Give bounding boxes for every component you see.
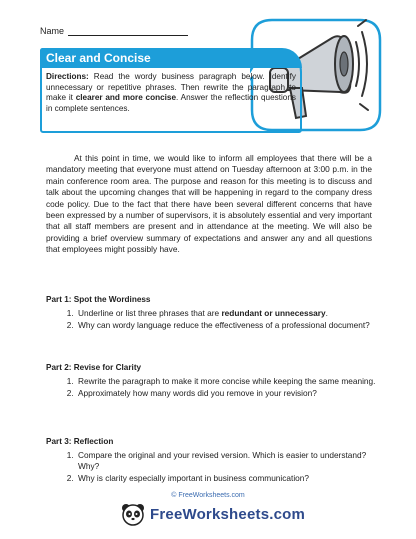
name-label: Name <box>40 26 65 36</box>
name-blank-line <box>68 26 188 36</box>
footer-copyright[interactable]: © FreeWorksheets.com <box>171 492 245 499</box>
logo-text: FreeWorksheets.com <box>150 505 306 523</box>
question-text: Underline or list three phrases that are <box>78 308 222 318</box>
directions-part-1: Read the wordy business paragraph below. Identify unnecessary or repetitive phrases. Then rewrite the paragraph to make it <box>46 72 296 103</box>
footer-logo[interactable] <box>120 502 305 526</box>
part-3-questions <box>60 450 388 486</box>
name-field <box>40 26 188 36</box>
question-text: Approximately how many words did you remove in your revision? <box>78 388 317 399</box>
directions-label: Directions: <box>46 72 89 81</box>
question-text: Compare the original and your revised version. Which is easier to understand? Why? <box>78 450 367 472</box>
question-1-1 <box>76 308 388 319</box>
question-2-2 <box>76 388 388 399</box>
question-2-1 <box>76 376 388 387</box>
question-text: Why is clarity especially important in business communication? <box>78 473 310 484</box>
question-end: . <box>325 308 328 318</box>
directions-bold: clearer and more concise <box>75 93 177 103</box>
question-3-2 <box>76 473 388 484</box>
part-1-questions <box>60 308 388 332</box>
directions-text <box>46 72 296 114</box>
panda-icon <box>120 502 146 526</box>
part-1-title: Part 1: Spot the Wordiness <box>46 295 151 304</box>
part-2-questions <box>60 376 388 400</box>
question-text: Rewrite the paragraph to make it more concise while keeping the same meaning. <box>78 376 376 386</box>
question-1-2 <box>76 320 388 331</box>
part-3-title: Part 3: Reflection <box>46 437 114 446</box>
question-bold: redundant or unnecessary <box>221 308 326 318</box>
worksheet-title: Clear and Concise <box>46 51 151 65</box>
wordy-paragraph: At this point in time, we would like to inform all employees that there will be a mandatory meeting that everyone must attend on Tuesday afternoon at 3:00 p.m. in the main conference room area. The purpose and reason for this meeting is to discuss and talk about the upcoming changes that will be happening in regard to the company dress code policy. Due to the fact that there have been several different concerns that have been expressed by a number of supervisors, it is absolutely essential and very important that all staff members are present and in attendance at the meeting. We will also be providing a brief overview summary of expectations and answer any and all questions that employees might possibly have. <box>46 153 372 255</box>
part-2-title: Part 2: Revise for Clarity <box>46 363 142 372</box>
question-text: Why can wordy language reduce the effectiveness of a professional document? <box>78 320 370 331</box>
directions-part-2: . Answer the reflection questions in complete sentences. <box>46 93 297 113</box>
question-3-1 <box>76 450 388 472</box>
